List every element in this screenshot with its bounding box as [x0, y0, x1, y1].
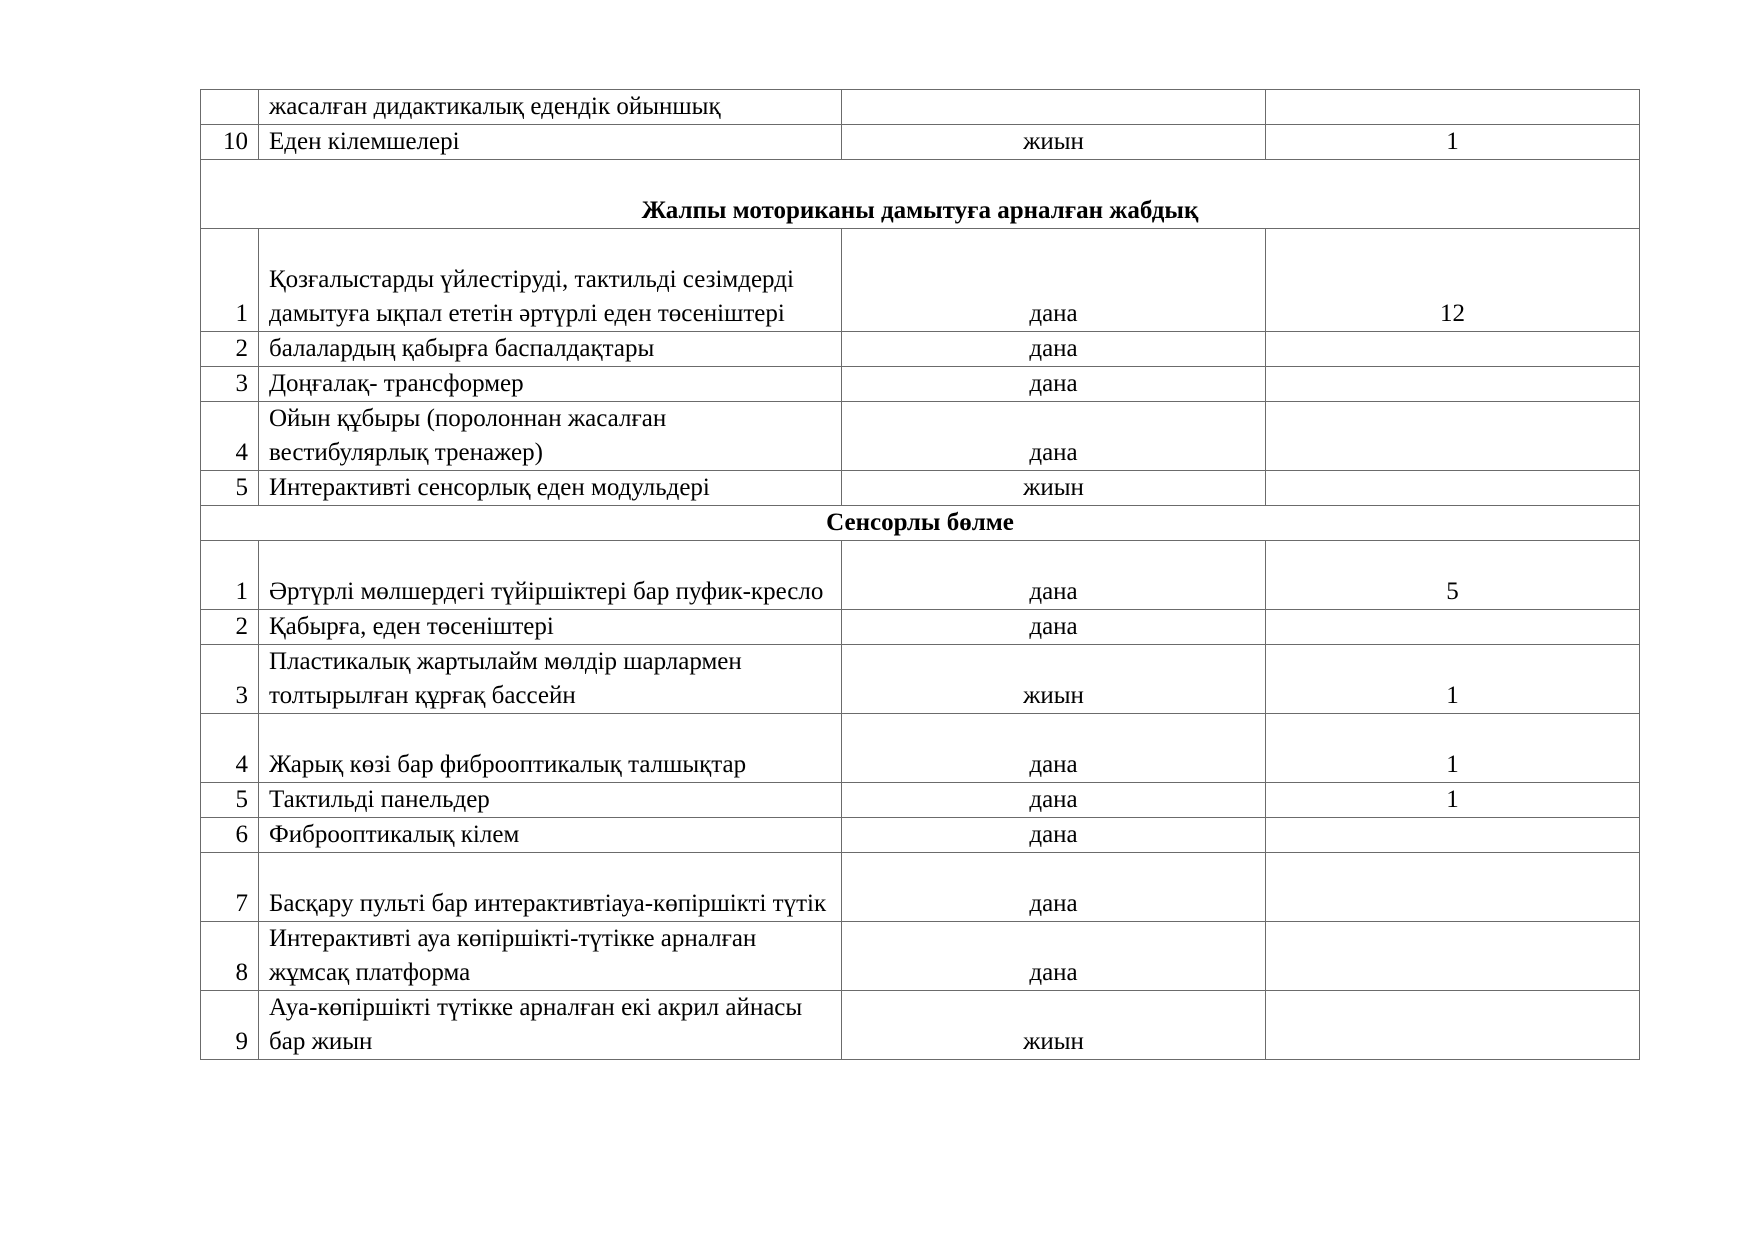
item-quantity	[1266, 90, 1640, 125]
table-row	[201, 367, 1640, 402]
row-number: 3	[201, 645, 259, 714]
item-unit: дана	[842, 402, 1266, 471]
row-number: 5	[201, 783, 259, 818]
item-quantity	[1266, 991, 1640, 1060]
item-unit: дана	[842, 332, 1266, 367]
row-number: 6	[201, 818, 259, 853]
item-quantity	[1266, 367, 1640, 402]
table-row	[201, 991, 1640, 1060]
table-row	[201, 402, 1640, 471]
item-name: балалардың қабырға баспалдақтары	[259, 332, 842, 367]
table-row	[201, 90, 1640, 125]
section-row	[201, 160, 1640, 229]
item-name: Пластикалық жартылайм мөлдір шарлармен толтырылған құрғақ бассейн	[259, 645, 842, 714]
item-quantity: 1	[1266, 645, 1640, 714]
item-unit: дана	[842, 853, 1266, 922]
item-unit: дана	[842, 541, 1266, 610]
item-name: Қабырға, еден төсеніштері	[259, 610, 842, 645]
item-name: жасалған дидактикалық едендік ойыншық	[259, 90, 842, 125]
equipment-table	[200, 89, 1640, 1060]
item-unit: дана	[842, 818, 1266, 853]
item-name: Жарық көзі бар фиброоптикалық талшықтар	[259, 714, 842, 783]
table-row	[201, 332, 1640, 367]
item-quantity	[1266, 471, 1640, 506]
row-number: 8	[201, 922, 259, 991]
item-unit: дана	[842, 714, 1266, 783]
item-unit: дана	[842, 229, 1266, 332]
table-row	[201, 714, 1640, 783]
item-name: Қозғалыстарды үйлестіруді, тактильді сезімдерді дамытуға ықпал ететін әртүрлі еден төсеніштері	[259, 229, 842, 332]
row-number: 1	[201, 541, 259, 610]
item-quantity	[1266, 922, 1640, 991]
item-quantity: 5	[1266, 541, 1640, 610]
item-name: Доңғалақ- трансформер	[259, 367, 842, 402]
item-unit: дана	[842, 783, 1266, 818]
item-name: Ауа-көпіршікті түтікке арналған екі акрил айнасы бар жиын	[259, 991, 842, 1060]
item-unit: дана	[842, 610, 1266, 645]
row-number: 2	[201, 610, 259, 645]
item-name: Еден кілемшелері	[259, 125, 842, 160]
row-number: 9	[201, 991, 259, 1060]
item-unit	[842, 90, 1266, 125]
item-quantity: 12	[1266, 229, 1640, 332]
row-number: 7	[201, 853, 259, 922]
row-number: 5	[201, 471, 259, 506]
section-title: Сенсорлы бөлме	[201, 506, 1640, 541]
row-number: 1	[201, 229, 259, 332]
row-number: 2	[201, 332, 259, 367]
item-quantity: 1	[1266, 714, 1640, 783]
table-row	[201, 645, 1640, 714]
row-number: 10	[201, 125, 259, 160]
item-name: Фиброоптикалық кілем	[259, 818, 842, 853]
row-number: 3	[201, 367, 259, 402]
item-quantity: 1	[1266, 783, 1640, 818]
table-row	[201, 818, 1640, 853]
table-row	[201, 853, 1640, 922]
document-page	[200, 89, 1639, 1060]
table-row	[201, 471, 1640, 506]
item-name: Тактильді панельдер	[259, 783, 842, 818]
row-number: 4	[201, 402, 259, 471]
item-unit: жиын	[842, 471, 1266, 506]
item-name: Әртүрлі мөлшердегі түйіршіктері бар пуфик-кресло	[259, 541, 842, 610]
item-quantity	[1266, 332, 1640, 367]
item-name: Ойын құбыры (поролоннан жасалған вестибулярлық тренажер)	[259, 402, 842, 471]
row-number: 4	[201, 714, 259, 783]
row-number	[201, 90, 259, 125]
item-unit: дана	[842, 367, 1266, 402]
item-unit: жиын	[842, 125, 1266, 160]
section-title: Жалпы моториканы дамытуға арналған жабдық	[201, 160, 1640, 229]
table-row	[201, 229, 1640, 332]
table-row	[201, 922, 1640, 991]
item-unit: дана	[842, 922, 1266, 991]
item-quantity	[1266, 853, 1640, 922]
item-quantity	[1266, 402, 1640, 471]
table-row	[201, 541, 1640, 610]
table-row	[201, 610, 1640, 645]
item-name: Интерактивті сенсорлық еден модульдері	[259, 471, 842, 506]
section-row	[201, 506, 1640, 541]
item-unit: жиын	[842, 991, 1266, 1060]
table-row	[201, 125, 1640, 160]
item-unit: жиын	[842, 645, 1266, 714]
table-row	[201, 783, 1640, 818]
item-quantity	[1266, 818, 1640, 853]
item-quantity	[1266, 610, 1640, 645]
item-name: Интерактивті ауа көпіршікті-түтікке арналған жұмсақ платформа	[259, 922, 842, 991]
item-quantity: 1	[1266, 125, 1640, 160]
item-name: Басқару пульті бар интерактивтіауа-көпіршікті түтік	[259, 853, 842, 922]
